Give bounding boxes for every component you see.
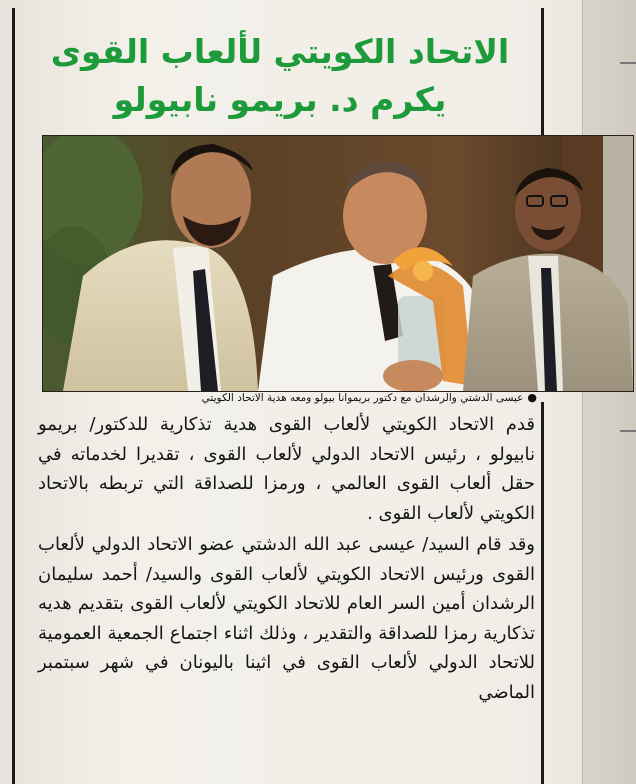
photo-illustration	[43, 136, 633, 391]
article-body	[38, 410, 535, 707]
page-edge	[582, 0, 636, 784]
bullet-icon: ●	[527, 391, 537, 404]
headline-line-2: يكرم د. بريمو نابيولو	[113, 80, 447, 119]
edge-mark	[620, 430, 636, 432]
photo-caption	[62, 391, 537, 404]
headline-line-1: الاتحاد الكويتي لألعاب القوى	[50, 32, 510, 71]
paragraph-1: قدم الاتحاد الكويتي لألعاب القوى هدية تذكارية للدكتور/ بريمو نابيولو ، رئيس الاتحاد الدولي لألعاب القوى ، تقديرا لخدماته في حقل ألعاب القوى العالمي ، ورمزا للصداقة التي تربطه بالاتحاد الكويتي لألعاب القوى .	[38, 414, 535, 524]
article-photo	[42, 135, 634, 392]
paragraph-2: وقد قام السيد/ عيسى عبد الله الدشتي عضو الاتحاد الدولي لألعاب القوى ورئيس الاتحاد الكويتي لألعاب القوى والسيد/ أحمد سليمان الرشدان أمين السر العام للاتحاد الكويتي لألعاب القوى بتقديم هديه تذكارية رمزا للصداقة والتقدير ، وذلك اثناء اجتماع الجمعية العمومية للاتحاد الدولي لألعاب القوى في اثينا باليونان في شهر سبتمبر الماضي	[38, 534, 535, 703]
edge-mark	[620, 62, 636, 64]
headline	[30, 28, 530, 124]
caption-text: عيسى الدشتي والرشدان مع دكتور بريموانا بيولو ومعه هدية الاتحاد الكويتي	[201, 392, 524, 404]
frame-line-right	[541, 8, 544, 140]
frame-line-left	[12, 8, 15, 784]
frame-line-right-lower	[541, 402, 544, 784]
